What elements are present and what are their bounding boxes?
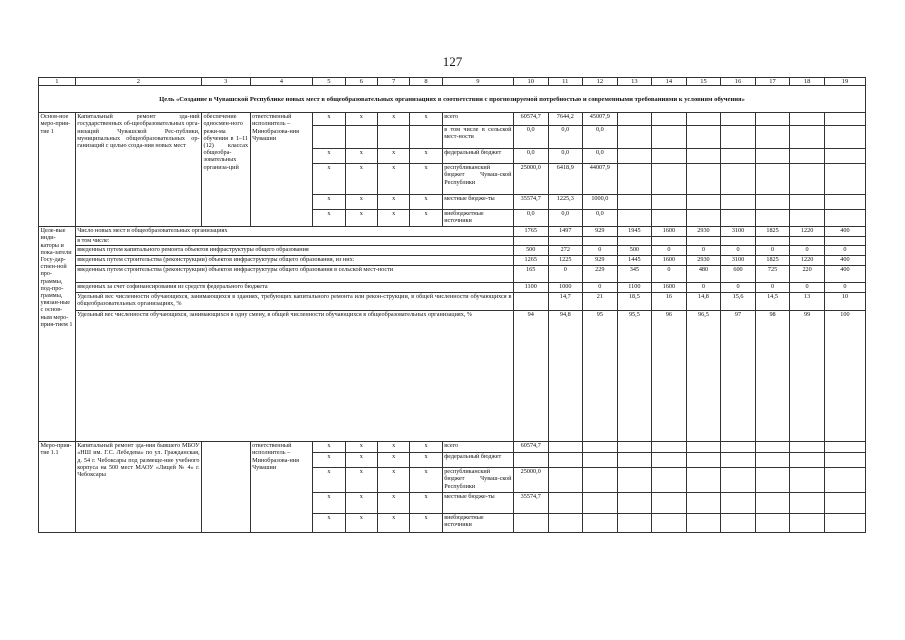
indicator-value: 95	[583, 311, 618, 442]
header-col-13: 13	[617, 78, 652, 86]
value-cell	[686, 493, 721, 514]
value-cell	[686, 113, 721, 126]
header-col-9: 9	[442, 78, 513, 86]
value-cell	[686, 149, 721, 164]
funding-source: местные бюдже-ты	[442, 493, 513, 514]
indicator-value: 1100	[617, 283, 652, 293]
funding-source: федеральный бюджет	[442, 149, 513, 164]
code-cell: x	[345, 453, 377, 468]
value-cell	[790, 164, 825, 195]
indicator-value: 1600	[652, 256, 687, 266]
indicator-value: 1497	[548, 227, 583, 237]
header-col-15: 15	[686, 78, 721, 86]
value-cell: 0,0	[513, 210, 548, 227]
indicator-value	[686, 237, 721, 246]
code-cell: x	[410, 210, 442, 227]
indicator-value: 0	[686, 283, 721, 293]
value-cell	[755, 493, 790, 514]
value-cell	[652, 164, 687, 195]
value-cell: 0,0	[583, 210, 618, 227]
funding-source: республиканский бюджет Чуваш-ской Республики	[442, 164, 513, 195]
value-cell	[790, 468, 825, 493]
indicator-value: 2930	[686, 256, 721, 266]
value-cell	[548, 514, 583, 533]
indicator-row	[39, 227, 866, 237]
indicator-text: Удельный вес численности обучающихся, занимающихся в одну смену, в общей численности обучающихся в общеобразовательных организациях, %	[75, 311, 513, 442]
indicator-value	[583, 237, 618, 246]
indicator-value	[755, 237, 790, 246]
indicator-value: 14,5	[755, 293, 790, 311]
code-cell: x	[377, 113, 409, 126]
value-cell: 1000,0	[583, 195, 618, 210]
code-cell: x	[377, 195, 409, 210]
indicator-value: 0	[755, 246, 790, 256]
value-cell	[652, 210, 687, 227]
value-cell	[721, 195, 756, 210]
value-cell	[790, 195, 825, 210]
value-cell: 0,0	[513, 149, 548, 164]
value-cell	[686, 468, 721, 493]
value-cell	[686, 164, 721, 195]
value-cell	[824, 113, 865, 126]
block1-status: Основ-ное меро-прия-тие 1	[39, 113, 76, 227]
value-cell	[721, 468, 756, 493]
indicator-value: 0	[583, 246, 618, 256]
value-cell	[617, 442, 652, 453]
value-cell	[721, 442, 756, 453]
value-cell	[824, 149, 865, 164]
indicator-value: 1825	[755, 227, 790, 237]
value-cell	[686, 195, 721, 210]
indicator-value: 220	[790, 266, 825, 283]
value-cell	[686, 453, 721, 468]
funding-source: в том числе в сельской мест-ности	[442, 126, 513, 149]
header-col-5: 5	[313, 78, 345, 86]
value-cell	[548, 453, 583, 468]
indicator-value: 15,6	[721, 293, 756, 311]
code-cell: x	[410, 453, 442, 468]
code-cell: x	[410, 442, 442, 453]
indicator-row	[39, 283, 866, 293]
indicator-value: 1825	[755, 256, 790, 266]
indicator-value: 97	[721, 311, 756, 442]
value-cell	[824, 195, 865, 210]
funding-source: всего	[442, 442, 513, 453]
funding-source: республиканский бюджет Чуваш-ской Республики	[442, 468, 513, 493]
value-cell: 35574,7	[513, 493, 548, 514]
indicator-value: 94	[513, 311, 548, 442]
indicator-value: 0	[721, 283, 756, 293]
value-cell	[652, 514, 687, 533]
indicator-value: 18,5	[617, 293, 652, 311]
indicator-row	[39, 293, 866, 311]
indicator-value: 929	[583, 256, 618, 266]
indicator-value: 1100	[513, 283, 548, 293]
value-cell	[617, 210, 652, 227]
value-cell	[790, 149, 825, 164]
value-cell: 1225,3	[548, 195, 583, 210]
header-col-16: 16	[721, 78, 756, 86]
indicator-row	[39, 246, 866, 256]
indicator-value	[824, 237, 865, 246]
indicator-row	[39, 311, 866, 442]
value-cell	[790, 493, 825, 514]
code-cell: x	[410, 493, 442, 514]
indicator-value: 1000	[548, 283, 583, 293]
value-cell: 0,0	[583, 149, 618, 164]
value-cell	[721, 149, 756, 164]
code-cell: x	[345, 210, 377, 227]
code-cell: x	[345, 468, 377, 493]
indicator-value: 3100	[721, 227, 756, 237]
value-cell	[824, 126, 865, 149]
indicator-value: 21	[583, 293, 618, 311]
value-cell	[548, 442, 583, 453]
indicator-text: Удельный вес численности обучающихся, занимающихся в зданиях, требующих капитального ремонта или рекон-струкции, в общей численности обучающихся в общеобразовательных организациях, %	[75, 293, 513, 311]
value-cell	[721, 453, 756, 468]
indicator-value	[513, 237, 548, 246]
funding-source: внебюджетные источники	[442, 514, 513, 533]
indicator-value: 1600	[652, 283, 687, 293]
value-cell	[617, 113, 652, 126]
indicator-value: 725	[755, 266, 790, 283]
indicator-value: 0	[790, 246, 825, 256]
indicator-value: 0	[652, 266, 687, 283]
value-cell	[583, 514, 618, 533]
indicator-value: 480	[686, 266, 721, 283]
code-cell	[410, 126, 442, 149]
indicator-value: 500	[617, 246, 652, 256]
goal-row	[39, 86, 866, 113]
block2-status: Меро-прия-тие 1.1	[39, 442, 76, 533]
value-cell	[617, 149, 652, 164]
code-cell: x	[377, 210, 409, 227]
value-cell	[755, 210, 790, 227]
header-col-7: 7	[377, 78, 409, 86]
value-cell	[686, 126, 721, 149]
value-cell	[755, 468, 790, 493]
indicator-value: 600	[721, 266, 756, 283]
indicator-value: 0	[652, 246, 687, 256]
indicator-value: 94,8	[548, 311, 583, 442]
value-cell	[824, 210, 865, 227]
indicator-value	[652, 237, 687, 246]
value-cell: 0,0	[513, 126, 548, 149]
value-cell: 45007,9	[583, 113, 618, 126]
value-cell	[721, 113, 756, 126]
block1-relation: обеспечение односмен-ного режи-ма обучения в 1–11 (12) классах общеобра-зовательных организа-ций	[202, 113, 251, 227]
program-table	[38, 77, 866, 533]
indicator-value: 16	[652, 293, 687, 311]
indicator-value: 2930	[686, 227, 721, 237]
value-cell	[617, 453, 652, 468]
value-cell	[652, 453, 687, 468]
value-cell	[824, 442, 865, 453]
value-cell	[755, 164, 790, 195]
code-cell: x	[313, 442, 345, 453]
block2-executor: ответственный исполнитель – Минобразова-ния Чувашии	[250, 442, 313, 533]
code-cell: x	[410, 149, 442, 164]
value-cell	[755, 514, 790, 533]
header-col-4: 4	[250, 78, 313, 86]
indicator-value: 229	[583, 266, 618, 283]
indicator-value: 14,8	[686, 293, 721, 311]
indicator-value: 98	[755, 311, 790, 442]
value-cell	[548, 468, 583, 493]
value-cell	[513, 514, 548, 533]
value-cell	[790, 514, 825, 533]
block1-row	[39, 113, 866, 126]
block1-name: Капитальный ремонт зда-ний государственных об-щеобразовательных орга-низаций Чувашской Рес-публики, муниципальных общеобразовательных ор-ганизаций с целью созда-ния новых мест	[75, 113, 201, 227]
header-col-11: 11	[548, 78, 583, 86]
code-cell: x	[313, 164, 345, 195]
value-cell: 6418,9	[548, 164, 583, 195]
value-cell: 0,0	[583, 126, 618, 149]
indicator-value: 1220	[790, 227, 825, 237]
code-cell: x	[313, 493, 345, 514]
header-col-19: 19	[824, 78, 865, 86]
value-cell	[790, 126, 825, 149]
header-col-1: 1	[39, 78, 76, 86]
indicator-value: 99	[790, 311, 825, 442]
indicator-value: 10	[824, 293, 865, 311]
indicators-label: Целе-вые инди-каторы и пока-затели Госу-дар-ствен-ной про-граммы, под-про-граммы, увязан-ные с основ-ным меро-прия-тием 1	[39, 227, 76, 442]
value-cell	[755, 113, 790, 126]
block1-executor: ответственный исполнитель – Минобразова-ния Чувашии	[250, 113, 313, 227]
indicator-row	[39, 266, 866, 283]
indicator-row	[39, 256, 866, 266]
value-cell	[548, 493, 583, 514]
funding-source: всего	[442, 113, 513, 126]
indicator-value: 1265	[513, 256, 548, 266]
value-cell	[721, 210, 756, 227]
indicator-value: 1600	[652, 227, 687, 237]
code-cell: x	[377, 468, 409, 493]
value-cell	[617, 468, 652, 493]
code-cell: x	[377, 442, 409, 453]
indicator-value: 3100	[721, 256, 756, 266]
indicator-text: введенных путем строительства (реконструкции) объектов инфраструктуры общего образования, из них:	[75, 256, 513, 266]
value-cell	[617, 164, 652, 195]
funding-source: внебюджетные источники	[442, 210, 513, 227]
value-cell	[583, 468, 618, 493]
indicator-value: 1220	[790, 256, 825, 266]
value-cell	[513, 453, 548, 468]
indicator-value: 1945	[617, 227, 652, 237]
indicator-value: 0	[824, 283, 865, 293]
value-cell	[790, 113, 825, 126]
value-cell: 44007,9	[583, 164, 618, 195]
value-cell	[790, 453, 825, 468]
code-cell: x	[410, 164, 442, 195]
block2-relation	[202, 442, 251, 533]
value-cell	[755, 442, 790, 453]
value-cell	[755, 149, 790, 164]
indicator-value: 400	[824, 256, 865, 266]
code-cell: x	[345, 514, 377, 533]
indicator-text: введенных путем строительства (реконструкции) объектов инфраструктуры общего образования в сельской мест-ности	[75, 266, 513, 283]
indicator-value	[617, 237, 652, 246]
value-cell	[824, 164, 865, 195]
value-cell	[583, 493, 618, 514]
indicator-value: 272	[548, 246, 583, 256]
indicator-value: 14,7	[548, 293, 583, 311]
indicator-value: 0	[790, 283, 825, 293]
indicator-value: 95,5	[617, 311, 652, 442]
value-cell	[824, 514, 865, 533]
value-cell	[652, 126, 687, 149]
code-cell: x	[410, 514, 442, 533]
code-cell: x	[377, 514, 409, 533]
value-cell	[755, 126, 790, 149]
code-cell: x	[410, 468, 442, 493]
indicator-value: 1225	[548, 256, 583, 266]
code-cell: x	[345, 493, 377, 514]
indicator-value: 0	[548, 266, 583, 283]
value-cell	[721, 493, 756, 514]
indicator-value: 0	[686, 246, 721, 256]
header-col-18: 18	[790, 78, 825, 86]
indicator-value: 929	[583, 227, 618, 237]
code-cell: x	[345, 149, 377, 164]
value-cell: 25000,0	[513, 164, 548, 195]
indicator-value: 13	[790, 293, 825, 311]
goal-text: Цель «Создание в Чувашской Республике новых мест в общеобразовательных организациях в соответствии с прогнозируемой потребностью и современными требованиями к условиям обучения»	[39, 86, 866, 113]
value-cell	[824, 468, 865, 493]
value-cell	[617, 514, 652, 533]
funding-source: федеральный бюджет	[442, 453, 513, 468]
code-cell: x	[377, 164, 409, 195]
page-number: 127	[442, 54, 463, 69]
code-cell: x	[313, 113, 345, 126]
code-cell: x	[377, 493, 409, 514]
value-cell	[652, 113, 687, 126]
code-cell: x	[313, 453, 345, 468]
code-cell: x	[313, 210, 345, 227]
indicator-value	[513, 293, 548, 311]
indicator-text: Число новых мест в общеобразовательных организациях	[75, 227, 513, 237]
indicator-row	[39, 237, 866, 246]
code-cell	[377, 126, 409, 149]
value-cell	[686, 514, 721, 533]
value-cell: 0,0	[548, 210, 583, 227]
value-cell	[790, 442, 825, 453]
value-cell	[652, 468, 687, 493]
indicator-value: 0	[755, 283, 790, 293]
code-cell	[345, 126, 377, 149]
value-cell: 35574,7	[513, 195, 548, 210]
value-cell	[652, 442, 687, 453]
code-cell: x	[410, 195, 442, 210]
indicator-value: 345	[617, 266, 652, 283]
indicator-value: 1445	[617, 256, 652, 266]
code-cell: x	[377, 149, 409, 164]
value-cell	[617, 126, 652, 149]
value-cell: 60574,7	[513, 113, 548, 126]
code-cell: x	[313, 195, 345, 210]
header-col-8: 8	[410, 78, 442, 86]
header-col-2: 2	[75, 78, 201, 86]
value-cell: 0,0	[548, 126, 583, 149]
value-cell	[755, 195, 790, 210]
code-cell: x	[410, 113, 442, 126]
code-cell	[313, 126, 345, 149]
value-cell	[617, 493, 652, 514]
value-cell	[790, 210, 825, 227]
value-cell	[652, 149, 687, 164]
indicator-value	[548, 237, 583, 246]
code-cell: x	[345, 113, 377, 126]
value-cell	[652, 493, 687, 514]
value-cell	[583, 442, 618, 453]
indicator-value: 0	[583, 283, 618, 293]
indicator-value: 500	[513, 246, 548, 256]
value-cell	[583, 453, 618, 468]
indicator-value: 0	[824, 246, 865, 256]
block2-row	[39, 442, 866, 453]
indicator-value: 96	[652, 311, 687, 442]
value-cell	[721, 126, 756, 149]
header-col-10: 10	[513, 78, 548, 86]
indicator-value: 165	[513, 266, 548, 283]
value-cell	[617, 195, 652, 210]
value-cell	[721, 164, 756, 195]
value-cell	[755, 453, 790, 468]
funding-source: местные бюдже-ты	[442, 195, 513, 210]
code-cell: x	[313, 468, 345, 493]
indicator-text: введенных путем капитального ремонта объектов инфраструктуры общего образования	[75, 246, 513, 256]
indicator-text: введенных за счет софинансирования из средств федерального бюджета	[75, 283, 513, 293]
indicator-value	[721, 237, 756, 246]
header-col-17: 17	[755, 78, 790, 86]
header-col-12: 12	[583, 78, 618, 86]
value-cell	[652, 195, 687, 210]
value-cell: 25000,0	[513, 468, 548, 493]
value-cell	[824, 493, 865, 514]
indicator-value	[790, 237, 825, 246]
code-cell: x	[345, 164, 377, 195]
indicator-value: 96,5	[686, 311, 721, 442]
block2-name: Капитальный ремонт зда-ния бывшего МБОУ «НШ им. Г.С. Лебедева» по ул. Гражданская, д. 54 г. Чебоксары под размеще-ние учебного корпуса на 500 мест МАОУ «Лицей № 4» г. Чебоксары	[75, 442, 201, 533]
indicator-text: в том числе:	[75, 237, 513, 246]
code-cell: x	[377, 453, 409, 468]
value-cell	[824, 453, 865, 468]
indicator-value: 0	[721, 246, 756, 256]
header-col-3: 3	[202, 78, 251, 86]
header-col-14: 14	[652, 78, 687, 86]
header-row	[39, 78, 866, 86]
header-col-6: 6	[345, 78, 377, 86]
code-cell: x	[313, 149, 345, 164]
value-cell: 60574,7	[513, 442, 548, 453]
value-cell	[721, 514, 756, 533]
code-cell: x	[345, 195, 377, 210]
indicator-value: 100	[824, 311, 865, 442]
value-cell: 7644,2	[548, 113, 583, 126]
indicator-value: 400	[824, 227, 865, 237]
indicator-value: 400	[824, 266, 865, 283]
code-cell: x	[345, 442, 377, 453]
code-cell: x	[313, 514, 345, 533]
value-cell	[686, 442, 721, 453]
indicator-value: 1765	[513, 227, 548, 237]
value-cell	[686, 210, 721, 227]
value-cell: 0,0	[548, 149, 583, 164]
